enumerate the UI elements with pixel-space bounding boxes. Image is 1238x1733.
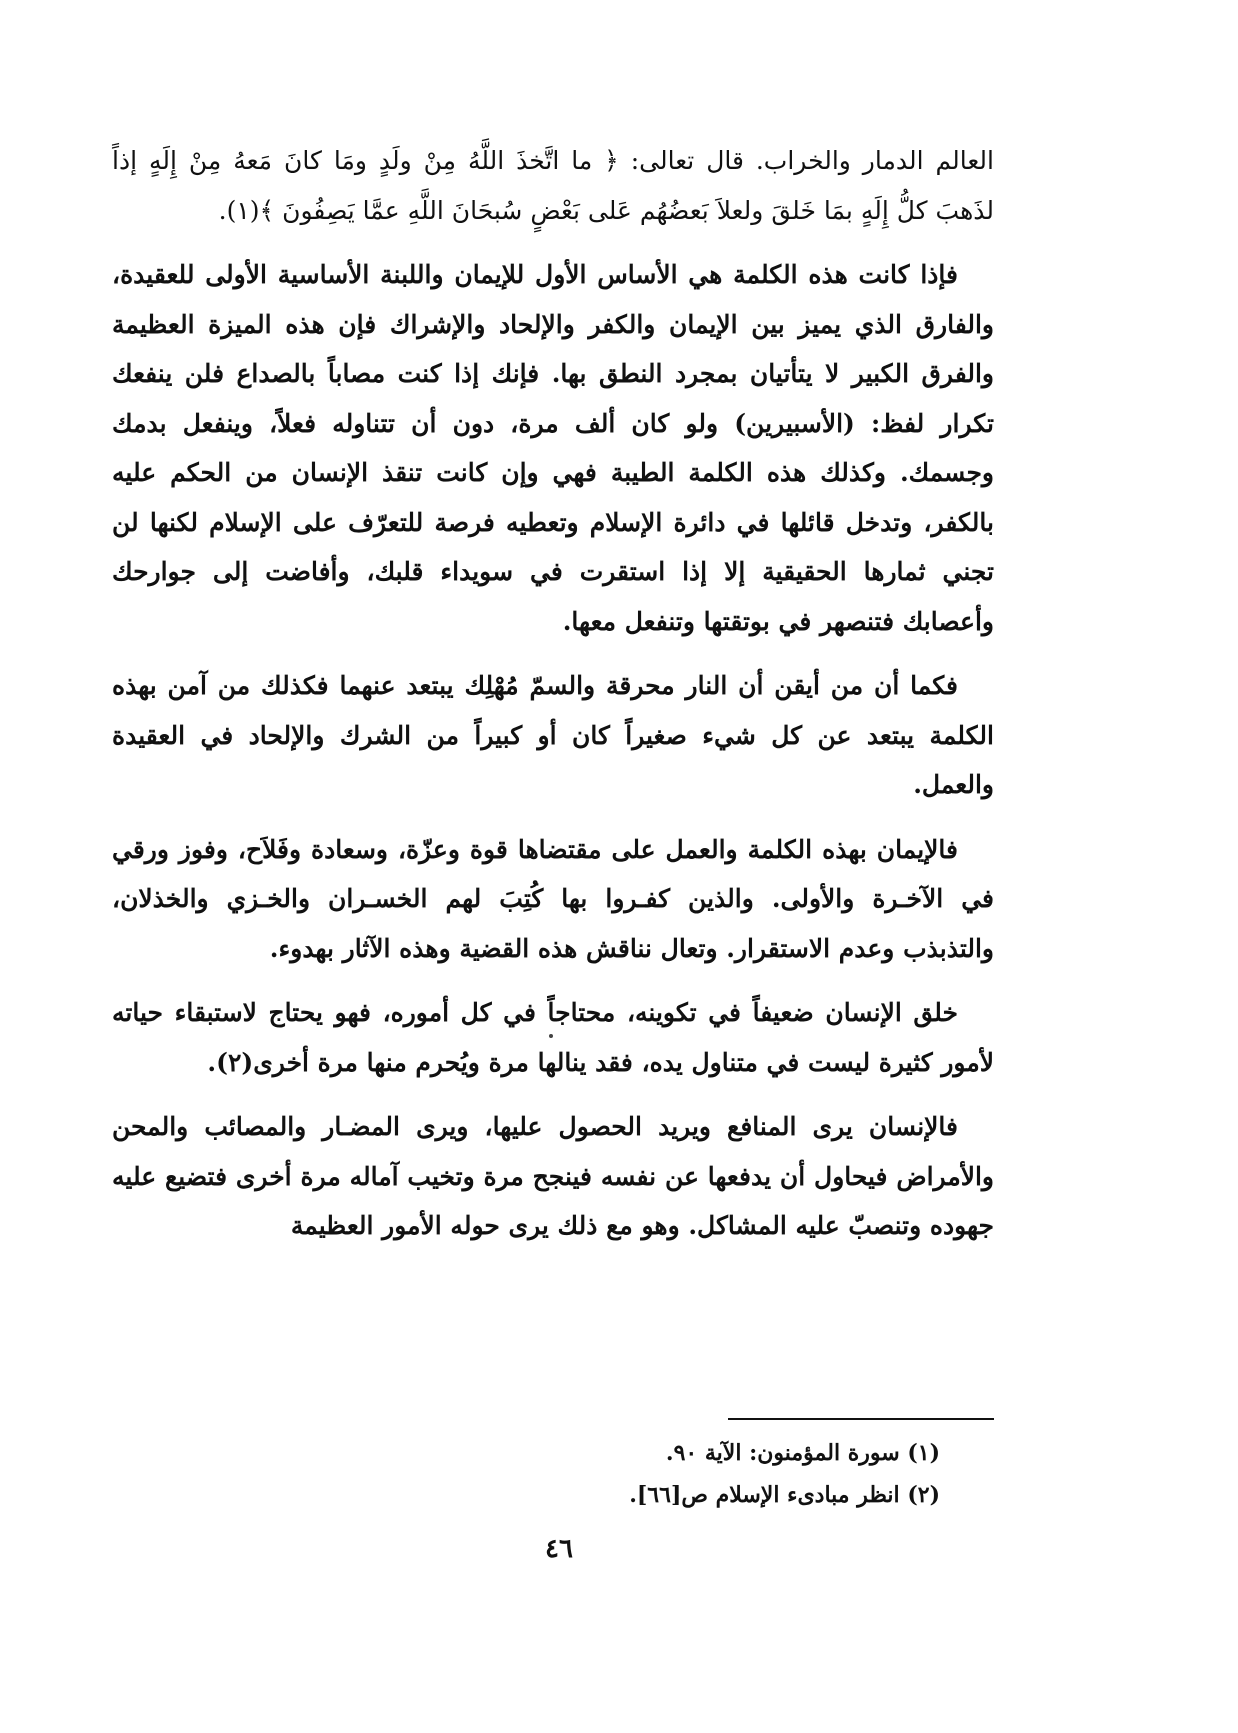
body-text [112, 136, 994, 1266]
paragraph-quran-verse: العالم الدمار والخراب. قال تعالى: ﴿ ما اتَّخذَ اللَّهُ مِنْ ولَدٍ ومَا كانَ مَعهُ مِنْ إِلَهٍ إذاً لذَهبَ كلُّ إِلَهٍ بمَا خَلقَ ولعلاَ بَعضُهُم عَلى بَعْضٍ سُبحَانَ اللَّهِ عمَّا يَصِفُونَ ﴾(١). [112, 146, 994, 225]
scan-speck [549, 1034, 553, 1038]
paragraph-fire-and-poison: فكما أن من أيقن أن النار محرقة والسمّ مُهْلِك يبتعد عنهما فكذلك من آمن بهذه الكلمة يبتعد عن كل شيء صغيراً كان أو كبيراً من الشرك والإلحاد في العقيدة والعمل. [112, 671, 994, 799]
page-number: ٤٦ [545, 1534, 573, 1564]
footnote-1: (١) سورة المؤمنون: الآية ٩٠. [665, 1440, 940, 1466]
footnote-2: (٢) انظر مبادىء الإسلام ص[٦٦]. [629, 1482, 940, 1508]
paragraph-human-weakness: خلق الإنسان ضعيفاً في تكوينه، محتاجاً في كل أموره، فهو يحتاج لاستبقاء حياته لأمور كثيرة ليست في متناول يده، فقد ينالها مرة ويُحرم منها مرة أخرى(٢). [112, 998, 994, 1077]
paragraph-kalima-foundation: فإذا كانت هذه الكلمة هي الأساس الأول للإيمان واللبنة الأساسية الأولى للعقيدة، والفارق الذي يميز بين الإيمان والكفر والإلحاد والإشراك فإن هذه الميزة العظيمة والفرق الكبير لا يتأتيان بمجرد النطق بها. فإنك إذا كنت مصاباً بالصداع فلن ينفعك تكرار لفظ: (الأسبيرين) ولو كان ألف مرة، دون أن تتناوله فعلاً، وينفعل بدمك وجسمك. وكذلك هذه الكلمة الطيبة فهي وإن كانت تنقذ الإنسان من الحكم عليه بالكفر، وتدخل قائلها في دائرة الإسلام وتعطيه فرصة للتعرّف على الإسلام لكنها لن تجني ثمارها الحقيقية إلا إذا استقرت في سويداء قلبك، وأفاضت إلى جوارحك وأعصابك فتنصهر في بوتقتها وتنفعل معها. [112, 260, 994, 636]
paragraph-benefits-and-harms: فالإنسان يرى المنافع ويريد الحصول عليها، ويرى المضـار والمصائب والمحن والأمراض فيحاول أن يدفعها عن نفسه فينجح مرة وتخيب آماله مرة أخرى فتضيع عليه جهوده وتنصبّ عليه المشاكل. وهو مع ذلك يرى حوله الأمور العظيمة [112, 1112, 994, 1240]
footnote-divider [728, 1418, 994, 1420]
footnotes [500, 1432, 940, 1516]
paragraph-faith-strength: فالإيمان بهذه الكلمة والعمل على مقتضاها قوة وعزّة، وسعادة وفَلاَح، وفوز ورقي في الآخـرة والأولى. والذين كفـروا بها كُتِبَ لهم الخسـران والخـزي والخذلان، والتذبذب وعدم الاستقرار. وتعال نناقش هذه القضية وهذه الآثار بهدوء. [112, 834, 994, 963]
